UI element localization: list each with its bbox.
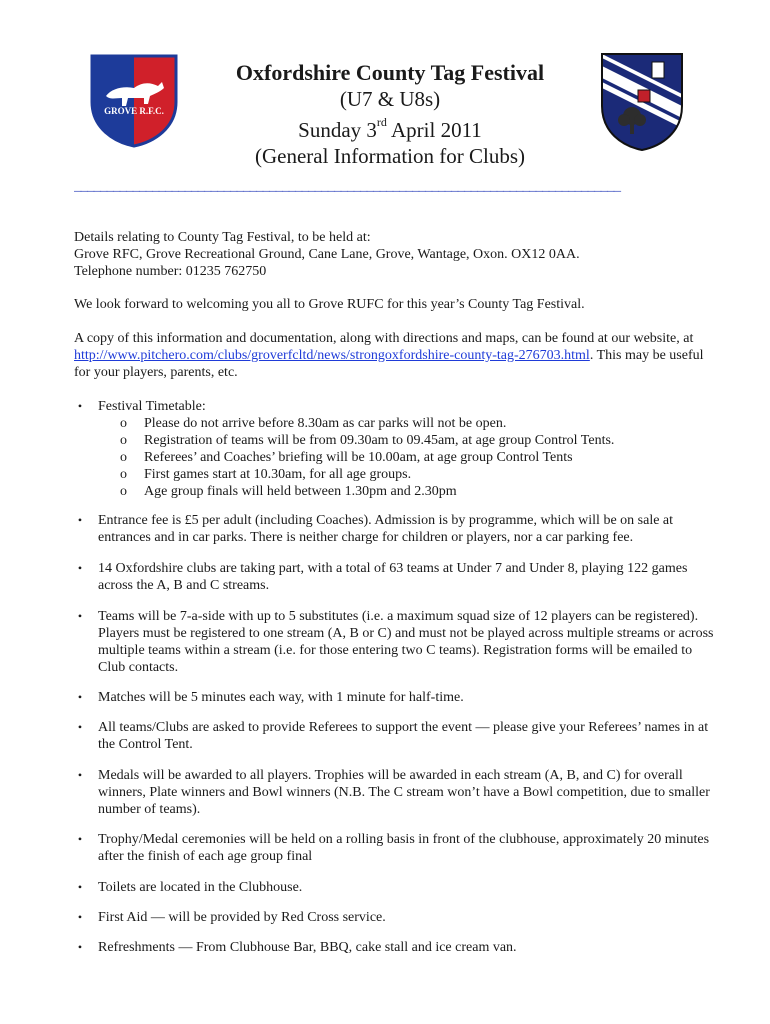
venue-details: Details relating to County Tag Festival, to be held at: Grove RFC, Grove Recreational Ground, Cane Lane, Grove, Wantage, Oxon. OX12 0AA. Telephone number: 01235 762750 [74, 230, 580, 279]
grove-logo-text: GROVE R.F.C. [104, 106, 164, 116]
clubs-text: 14 Oxfordshire clubs are taking part, with a total of 63 teams at Under 7 and Under 8, playing 122 games across the A, B and C streams. [98, 561, 688, 593]
document-title: Oxfordshire County Tag Festival [235, 60, 545, 85]
list-item: • Medals will be awarded to all players. Trophies will be awarded in each stream (A, B, and C) for overall winners, Plate winners and Bowl winners (N.B. The C stream won’t have a Bowl competition, due to smaller number of teams). [77, 768, 710, 817]
list-item: • Refreshments — From Clubhouse Bar, BBQ, cake stall and ice cream van. [77, 940, 517, 955]
timetable-item: o Referees’ and Coaches’ briefing will be 10.00am, at age group Control Tents [120, 450, 573, 465]
event-date: Sunday 3rd April 2011 [298, 115, 482, 142]
medals-text: Medals will be awarded to all players. Trophies will be awarded in each stream (A, B, and C) for overall winners, Plate winners and Bowl winners (N.B. The C stream won’t have a Bowl competition, due to smaller number of teams). [98, 768, 710, 817]
bullet-icon: • [77, 399, 83, 413]
toilets-text: Toilets are located in the Clubhouse. [98, 880, 303, 895]
title-block [190, 60, 590, 169]
timetable-item: o Please do not arrive before 8.30am as car parks will not be open. [120, 416, 507, 431]
ceremonies-text: Trophy/Medal ceremonies will be held on a rolling basis in front of the clubhouse, approximately 20 minutes after the finish of each age group final [98, 832, 710, 864]
list-item [74, 398, 714, 500]
referees-text: All teams/Clubs are asked to provide Referees to support the event — please give your Referees’ names in at the Control Tent. [98, 720, 709, 752]
welcome-text: We look forward to welcoming you all to Grove RUFC for this year’s County Tag Festival. [74, 297, 585, 312]
website-paragraph: A copy of this information and documentation, along with directions and maps, can be found at our website, at http://www.pitchero.com/clubs/groverfcltd/news/strongoxfordshire-county-tag-276703.html. This may be useful for your players, parents, etc. [74, 331, 704, 380]
teams-text: Teams will be 7-a-side with up to 5 substitutes (i.e. a maximum squad size of 12 players can be registered). Players must be registered to one stream (A, B or C) and must not be played across multiple streams or across multiple teams within a stream (i.e. for those entering two C teams). Registration forms will be emailed to Club contacts. [98, 609, 714, 675]
entrance-fee-text: Entrance fee is £5 per adult (including Coaches). Admission is by programme, which will be on sale at entrances and in car parks. There is neither charge for children or players, nor a car parking fee. [98, 513, 674, 545]
header-divider: ____________________________________________________________________________________ [74, 178, 620, 194]
first-aid-text: First Aid — will be provided by Red Cross service. [98, 910, 386, 925]
list-item: • 14 Oxfordshire clubs are taking part, with a total of 63 teams at Under 7 and Under 8, playing 122 games across the A, B and C streams. [77, 561, 688, 593]
timetable-item: o Age group finals will held between 1.30pm and 2.30pm [120, 484, 457, 499]
document-subtitle: (General Information for Clubs) [255, 144, 525, 168]
timetable-heading: Festival Timetable: [98, 399, 206, 414]
timetable-list [98, 415, 714, 500]
list-item: • Trophy/Medal ceremonies will be held on a rolling basis in front of the clubhouse, approximately 20 minutes after the finish of each age group final [77, 832, 710, 864]
list-item: • Toilets are located in the Clubhouse. [77, 880, 303, 895]
refreshments-text: Refreshments — From Clubhouse Bar, BBQ, cake stall and ice cream van. [98, 940, 517, 955]
list-item: • Teams will be 7-a-side with up to 5 substitutes (i.e. a maximum squad size of 12 players can be registered). Players must be registered to one stream (A, B or C) and must not be played across multiple streams or across multiple teams within a stream (i.e. for those entering two C teams). Registration forms will be emailed to Club contacts. [77, 609, 714, 675]
website-link[interactable]: http://www.pitchero.com/clubs/groverfcltd/news/strongoxfordshire-county-tag-276703.html [74, 348, 590, 363]
timetable-item: o Registration of teams will be from 09.30am to 09.45am, at age group Control Tents. [120, 433, 615, 448]
list-item: • All teams/Clubs are asked to provide Referees to support the event — please give your Referees’ names in at the Control Tent. [77, 720, 709, 752]
timetable-item: o First games start at 10.30am, for all age groups. [120, 467, 412, 482]
list-item: • Matches will be 5 minutes each way, with 1 minute for half-time. [77, 690, 464, 705]
oxfordshire-crest-logo [598, 50, 686, 152]
age-groups: (U7 & U8s) [339, 87, 441, 111]
list-item: • First Aid — will be provided by Red Cross service. [77, 910, 386, 925]
info-bullet-list [74, 398, 714, 956]
grove-rfc-logo [88, 52, 180, 148]
matches-text: Matches will be 5 minutes each way, with 1 minute for half-time. [98, 690, 464, 705]
list-item: • Entrance fee is £5 per adult (including Coaches). Admission is by programme, which will be on sale at entrances and in car parks. There is neither charge for children or players, nor a car parking fee. [77, 513, 674, 545]
